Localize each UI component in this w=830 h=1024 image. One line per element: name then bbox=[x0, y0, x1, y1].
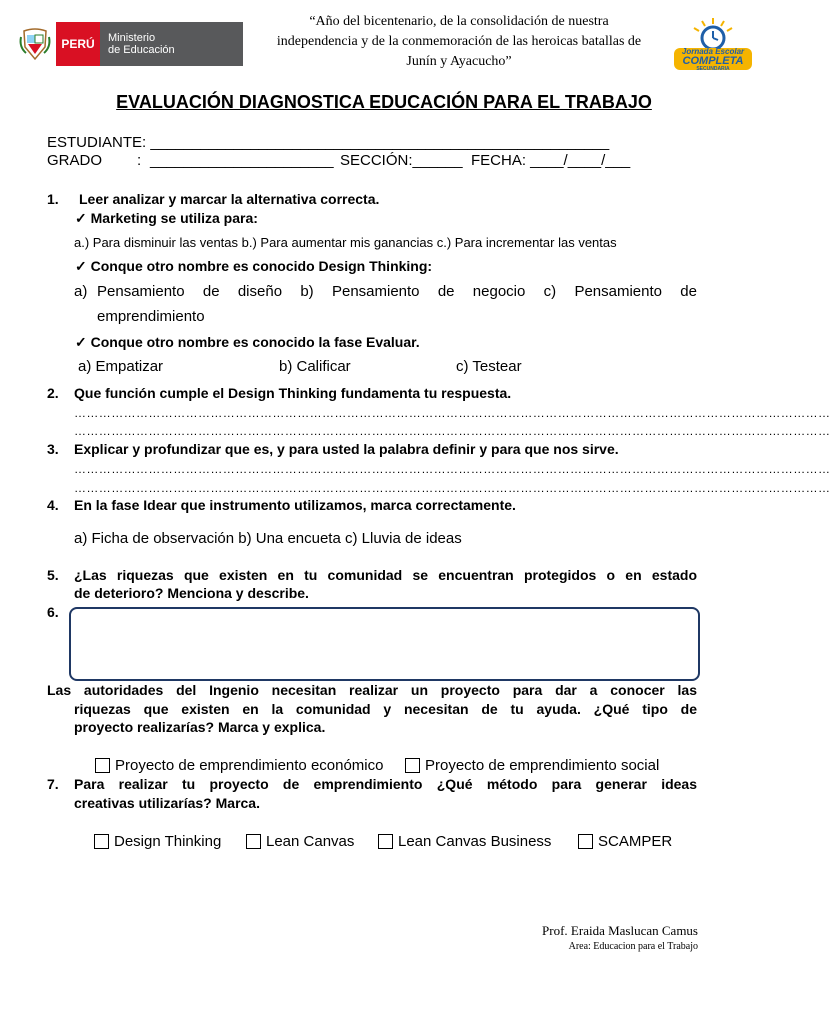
teacher-area: Area: Educacion para el Trabajo bbox=[568, 941, 698, 952]
q6-text-line2: riquezas que existen en la comunidad y necesitan de tu ayuda. ¿Qué tipo de bbox=[74, 701, 697, 717]
checkbox-economic[interactable]: Proyecto de emprendimiento económico bbox=[95, 757, 383, 774]
grado-colon: : bbox=[137, 152, 142, 169]
answer-dotted-line: ………………………………………………………………………………………………………………………………………………………………… bbox=[74, 481, 830, 495]
q1-options-2-letter: a) bbox=[74, 283, 88, 300]
checkbox-scamper[interactable]: SCAMPER bbox=[578, 833, 672, 850]
checkbox-lean-canvas-business[interactable]: Lean Canvas Business bbox=[378, 833, 551, 850]
jec-logo: Jornada Escolar COMPLETA SECUNDARIA bbox=[672, 16, 754, 72]
q1-options-2: Pensamiento de diseño b) Pensamiento de negocio c) Pensamiento de bbox=[97, 283, 697, 300]
answer-dotted-line: ………………………………………………………………………………………………………………………………………………………………… bbox=[74, 406, 830, 420]
q4-number: 4. bbox=[47, 497, 59, 513]
peru-label: PERÚ bbox=[56, 22, 100, 66]
checkbox-design-thinking[interactable]: Design Thinking bbox=[94, 833, 221, 850]
q1-options-2-cont: emprendimiento bbox=[97, 308, 205, 325]
q4-options: a) Ficha de observación b) Una encueta c) Lluvia de ideas bbox=[74, 530, 462, 547]
fecha-field: FECHA: ____/____/___ bbox=[471, 152, 631, 169]
seccion-field: SECCIÓN:______ bbox=[340, 152, 463, 169]
q1-check-2: ✓ Conque otro nombre es conocido Design Thinking: bbox=[75, 258, 433, 274]
q5-text-line1: ¿Las riquezas que existen en tu comunidad se encuentran protegidos o en estado bbox=[74, 567, 697, 583]
q1-option-a: a) Empatizar bbox=[78, 358, 164, 375]
ministry-label: Ministerio de Educación bbox=[100, 22, 243, 66]
q5-number: 5. bbox=[47, 567, 59, 583]
q4-text: En la fase Idear que instrumento utilizamos, marca correctamente. bbox=[74, 497, 516, 513]
q2-text: Que función cumple el Design Thinking fundamenta tu respuesta. bbox=[74, 385, 512, 401]
q7-number: 7. bbox=[47, 776, 59, 792]
checkbox-icon[interactable] bbox=[578, 834, 593, 849]
checkbox-lean-canvas[interactable]: Lean Canvas bbox=[246, 833, 354, 850]
q6-number: 6. bbox=[47, 604, 59, 620]
checkbox-icon[interactable] bbox=[246, 834, 261, 849]
grado-label: GRADO bbox=[47, 152, 103, 169]
peru-coat-of-arms-icon bbox=[14, 22, 56, 66]
q3-text: Explicar y profundizar que es, y para usted la palabra definir y para que nos sirve. bbox=[74, 441, 619, 457]
q1-text: Leer analizar y marcar la alternativa correcta. bbox=[79, 191, 380, 207]
page-title: EVALUACIÓN DIAGNOSTICA EDUCACIÓN PARA EL TRABAJO bbox=[116, 92, 652, 112]
q1-number: 1. bbox=[47, 191, 59, 207]
q1-check-3: ✓ Conque otro nombre es conocido la fase Evaluar. bbox=[75, 334, 420, 350]
answer-box[interactable] bbox=[69, 607, 700, 681]
motto-text: “Año del bicentenario, de la consolidación de nuestra independencia y de la conmemoración de las heroicas batallas de Junín y Ayacucho” bbox=[276, 14, 642, 69]
q3-number: 3. bbox=[47, 441, 59, 457]
grado-blank: ______________________ bbox=[150, 152, 334, 169]
q5-text-line2: de deterioro? Menciona y describe. bbox=[74, 585, 309, 601]
q1-check-1: ✓ Marketing se utiliza para: bbox=[75, 210, 258, 226]
q1-options-1: a.) Para disminuir las ventas b.) Para aumentar mis ganancias c.) Para incrementar las ventas bbox=[74, 235, 617, 250]
q7-text-line1: Para realizar tu proyecto de emprendimiento ¿Qué método para generar ideas bbox=[74, 776, 697, 792]
checkbox-social[interactable]: Proyecto de emprendimiento social bbox=[405, 757, 659, 774]
q6-text-line1: Las autoridades del Ingenio necesitan realizar un proyecto para dar a conocer las bbox=[47, 682, 697, 698]
q1-option-c: c) Testear bbox=[456, 358, 522, 375]
checkbox-icon[interactable] bbox=[378, 834, 393, 849]
answer-dotted-line: ………………………………………………………………………………………………………………………………………………………………… bbox=[74, 424, 830, 438]
q7-text-line2: creativas utilizarías? Marca. bbox=[74, 795, 260, 811]
q1-option-b: b) Calificar bbox=[279, 358, 351, 375]
teacher-name: Prof. Eraida Maslucan Camus bbox=[542, 923, 698, 938]
q2-number: 2. bbox=[47, 385, 59, 401]
checkbox-icon[interactable] bbox=[95, 758, 110, 773]
student-row: ESTUDIANTE: _______________________________________________________ bbox=[47, 134, 610, 151]
answer-dotted-line: ………………………………………………………………………………………………………………………………………………………………… bbox=[74, 462, 830, 476]
checkbox-icon[interactable] bbox=[405, 758, 420, 773]
ministry-logo bbox=[14, 22, 243, 66]
checkbox-icon[interactable] bbox=[94, 834, 109, 849]
q6-text-line3: proyecto realizarías? Marca y explica. bbox=[74, 719, 326, 735]
